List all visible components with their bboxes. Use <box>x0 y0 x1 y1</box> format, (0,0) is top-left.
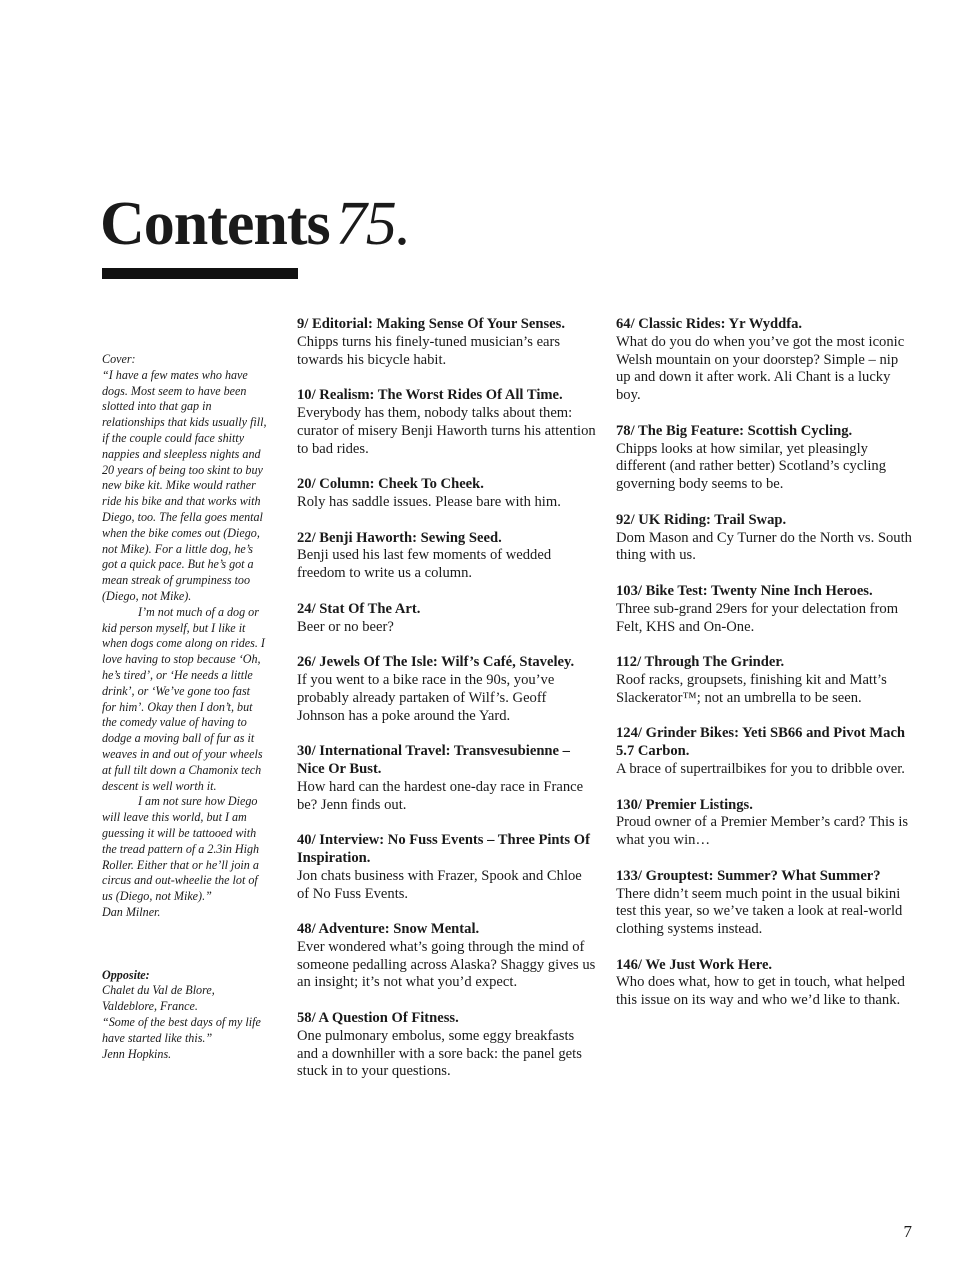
entry-description: Benji used his last few moments of wedded freedom to write us a column. <box>297 547 552 582</box>
entry-description: Beer or no beer? <box>297 618 394 635</box>
entry-heading: 103/ Bike Test: Twenty Nine Inch Heroes. <box>616 582 873 599</box>
contents-entry[interactable] <box>616 868 916 939</box>
entry-description: Roof racks, groupsets, finishing kit and Matt’s Slackerator™; not an umbrella to be seen. <box>616 671 887 706</box>
entry-heading: 48/ Adventure: Snow Mental. <box>297 921 480 938</box>
entry-heading: 20/ Column: Cheek To Cheek. <box>297 476 484 493</box>
contents-column-left <box>297 316 597 1099</box>
entry-description: Who does what, how to get in touch, what helped this issue on its way and who we’d like to thank. <box>616 974 905 1009</box>
entry-heading: 9/ Editorial: Making Sense Of Your Senses. <box>297 316 565 332</box>
opposite-label: Opposite: <box>102 967 150 982</box>
entry-heading: 10/ Realism: The Worst Rides Of All Time. <box>297 387 563 404</box>
contents-entry[interactable] <box>616 583 916 636</box>
opposite-caption <box>102 968 267 1063</box>
issue-number: 75. <box>335 190 411 258</box>
entry-heading: 22/ Benji Haworth: Sewing Seed. <box>297 529 502 546</box>
entry-heading: 133/ Grouptest: Summer? What Summer? <box>616 867 881 884</box>
entry-heading: 58/ A Question Of Fitness. <box>297 1010 459 1027</box>
entry-heading: 112/ Through The Grinder. <box>616 654 785 671</box>
opposite-line: Valdeblore, France. <box>102 999 198 1014</box>
page-title <box>100 190 411 258</box>
cover-caption-sidebar <box>102 352 267 1062</box>
entry-description: Dom Mason and Cy Turner do the North vs. South thing with us. <box>616 529 912 564</box>
entry-description: If you went to a bike race in the 90s, you’ve probably already partaken of Wilf’s. Geoff Johnson has a poke around the Yard. <box>297 671 555 724</box>
contents-entry[interactable] <box>297 316 597 369</box>
contents-entry[interactable] <box>297 654 597 725</box>
contents-entry[interactable] <box>616 423 916 494</box>
entry-description: How hard can the hardest one-day race in France be? Jenn finds out. <box>297 778 584 813</box>
entry-heading: 92/ UK Riding: Trail Swap. <box>616 511 787 528</box>
contents-entry[interactable] <box>297 1010 597 1081</box>
contents-entry[interactable] <box>297 530 597 583</box>
entry-heading: 124/ Grinder Bikes: Yeti SB66 and Pivot Mach 5.7 Carbon. <box>616 725 906 760</box>
entry-heading: 30/ International Travel: Transvesubienne – Nice Or Bust. <box>297 743 570 777</box>
contents-column-right <box>616 316 916 1028</box>
entry-heading: 130/ Premier Listings. <box>616 796 753 813</box>
cover-paragraph-2: I’m not much of a dog or kid person myself, but I like it when dogs come along on rides. I love having to stop because ‘Oh, he’s tired’, or ‘He needs a little drink’, or ‘We’ve gone too fast for him’. Okay then I don’t, but the comedy value of having to dodge a moving ball of fur as it weaves in and out of your wheels at full tilt down a Chamonix tech descent is well worth it. <box>102 604 265 793</box>
contents-entry[interactable] <box>297 832 597 903</box>
contents-entry[interactable] <box>297 476 597 512</box>
entry-description: Jon chats business with Frazer, Spook and Chloe of No Fuss Events. <box>297 867 582 902</box>
contents-entry[interactable] <box>297 743 597 814</box>
entry-description: Ever wondered what’s going through the mind of someone pedalling across Alaska? Shaggy gives us an insight; it’s not what you’d expect. <box>297 938 596 991</box>
entry-description: Proud owner of a Premier Member’s card? This is what you win… <box>616 814 909 849</box>
page-number: 7 <box>903 1222 912 1241</box>
cover-paragraph-3: I am not sure how Diego will leave this world, but I am guessing it will be tattooed with the tread pattern of a 2.3in High Roller. Either that or he’ll join a circus and out-wheelie the lot of us (Diego, not Mike).” <box>102 794 260 904</box>
entry-heading: 26/ Jewels Of The Isle: Wilf’s Café, Staveley. <box>297 654 575 671</box>
entry-heading: 146/ We Just Work Here. <box>616 956 773 973</box>
contents-entry[interactable] <box>616 316 916 405</box>
contents-entry[interactable] <box>297 921 597 992</box>
title-word: Contents <box>100 190 330 258</box>
contents-entry[interactable] <box>616 725 916 778</box>
contents-entry[interactable] <box>616 797 916 850</box>
entry-heading: 24/ Stat Of The Art. <box>297 600 421 617</box>
entry-description: There didn’t seem much point in the usual bikini test this year, so we’ve taken a look at real-world clothing systems instead. <box>616 885 903 938</box>
cover-credit: Dan Milner. <box>102 904 161 919</box>
entry-description: A brace of supertrailbikes for you to dribble over. <box>616 760 905 777</box>
entry-description: What do you do when you’ve got the most iconic Welsh mountain on your doorstep? Simple – nip up and down it after work. Ali Chant is a lucky boy. <box>616 333 905 404</box>
entry-heading: 64/ Classic Rides: Yr Wyddfa. <box>616 316 803 332</box>
entry-heading: 40/ Interview: No Fuss Events – Three Pints Of Inspiration. <box>297 832 590 866</box>
contents-entry[interactable] <box>616 512 916 565</box>
cover-paragraph-1: “I have a few mates who have dogs. Most seem to have been slotted into that gap in relationships that kids usually fill, if the couple could face shitty nappies and sleepless nights and 20 years of being too skint to buy new bike kit. Mike would rather ride his bike and that works with Diego, too. The fella goes mental when the bike comes out (Diego, not Mike). For a little dog, he’s got a quick pace. But he’s got a mean streak of grumpiness too (Diego, not Mike). <box>102 367 267 603</box>
entry-description: Chipps turns his finely-tuned musician’s ears towards his bicycle habit. <box>297 333 561 368</box>
entry-description: Everybody has them, nobody talks about them: curator of misery Benji Haworth turns his attention to bad rides. <box>297 404 596 457</box>
cover-label: Cover: <box>102 352 136 366</box>
entry-description: Roly has saddle issues. Please bare with him. <box>297 493 561 510</box>
title-underline <box>102 268 298 279</box>
opposite-line: “Some of the best days of my life have started like this.” <box>102 1015 261 1045</box>
contents-entry[interactable] <box>616 654 916 707</box>
entry-description: One pulmonary embolus, some eggy breakfasts and a downhiller with a sore back: the panel gets stuck in to your questions. <box>297 1027 582 1080</box>
contents-entry[interactable] <box>616 957 916 1010</box>
contents-entry[interactable] <box>297 601 597 637</box>
entry-description: Chipps looks at how similar, yet pleasingly different (and rather better) Scotland’s cycling governing body seems to be. <box>616 440 887 493</box>
contents-entry[interactable] <box>297 387 597 458</box>
entry-heading: 78/ The Big Feature: Scottish Cycling. <box>616 422 853 439</box>
opposite-line: Jenn Hopkins. <box>102 1046 172 1061</box>
entry-description: Three sub-grand 29ers for your delectation from Felt, KHS and On-One. <box>616 600 899 635</box>
opposite-line: Chalet du Val de Blore, <box>102 983 215 998</box>
